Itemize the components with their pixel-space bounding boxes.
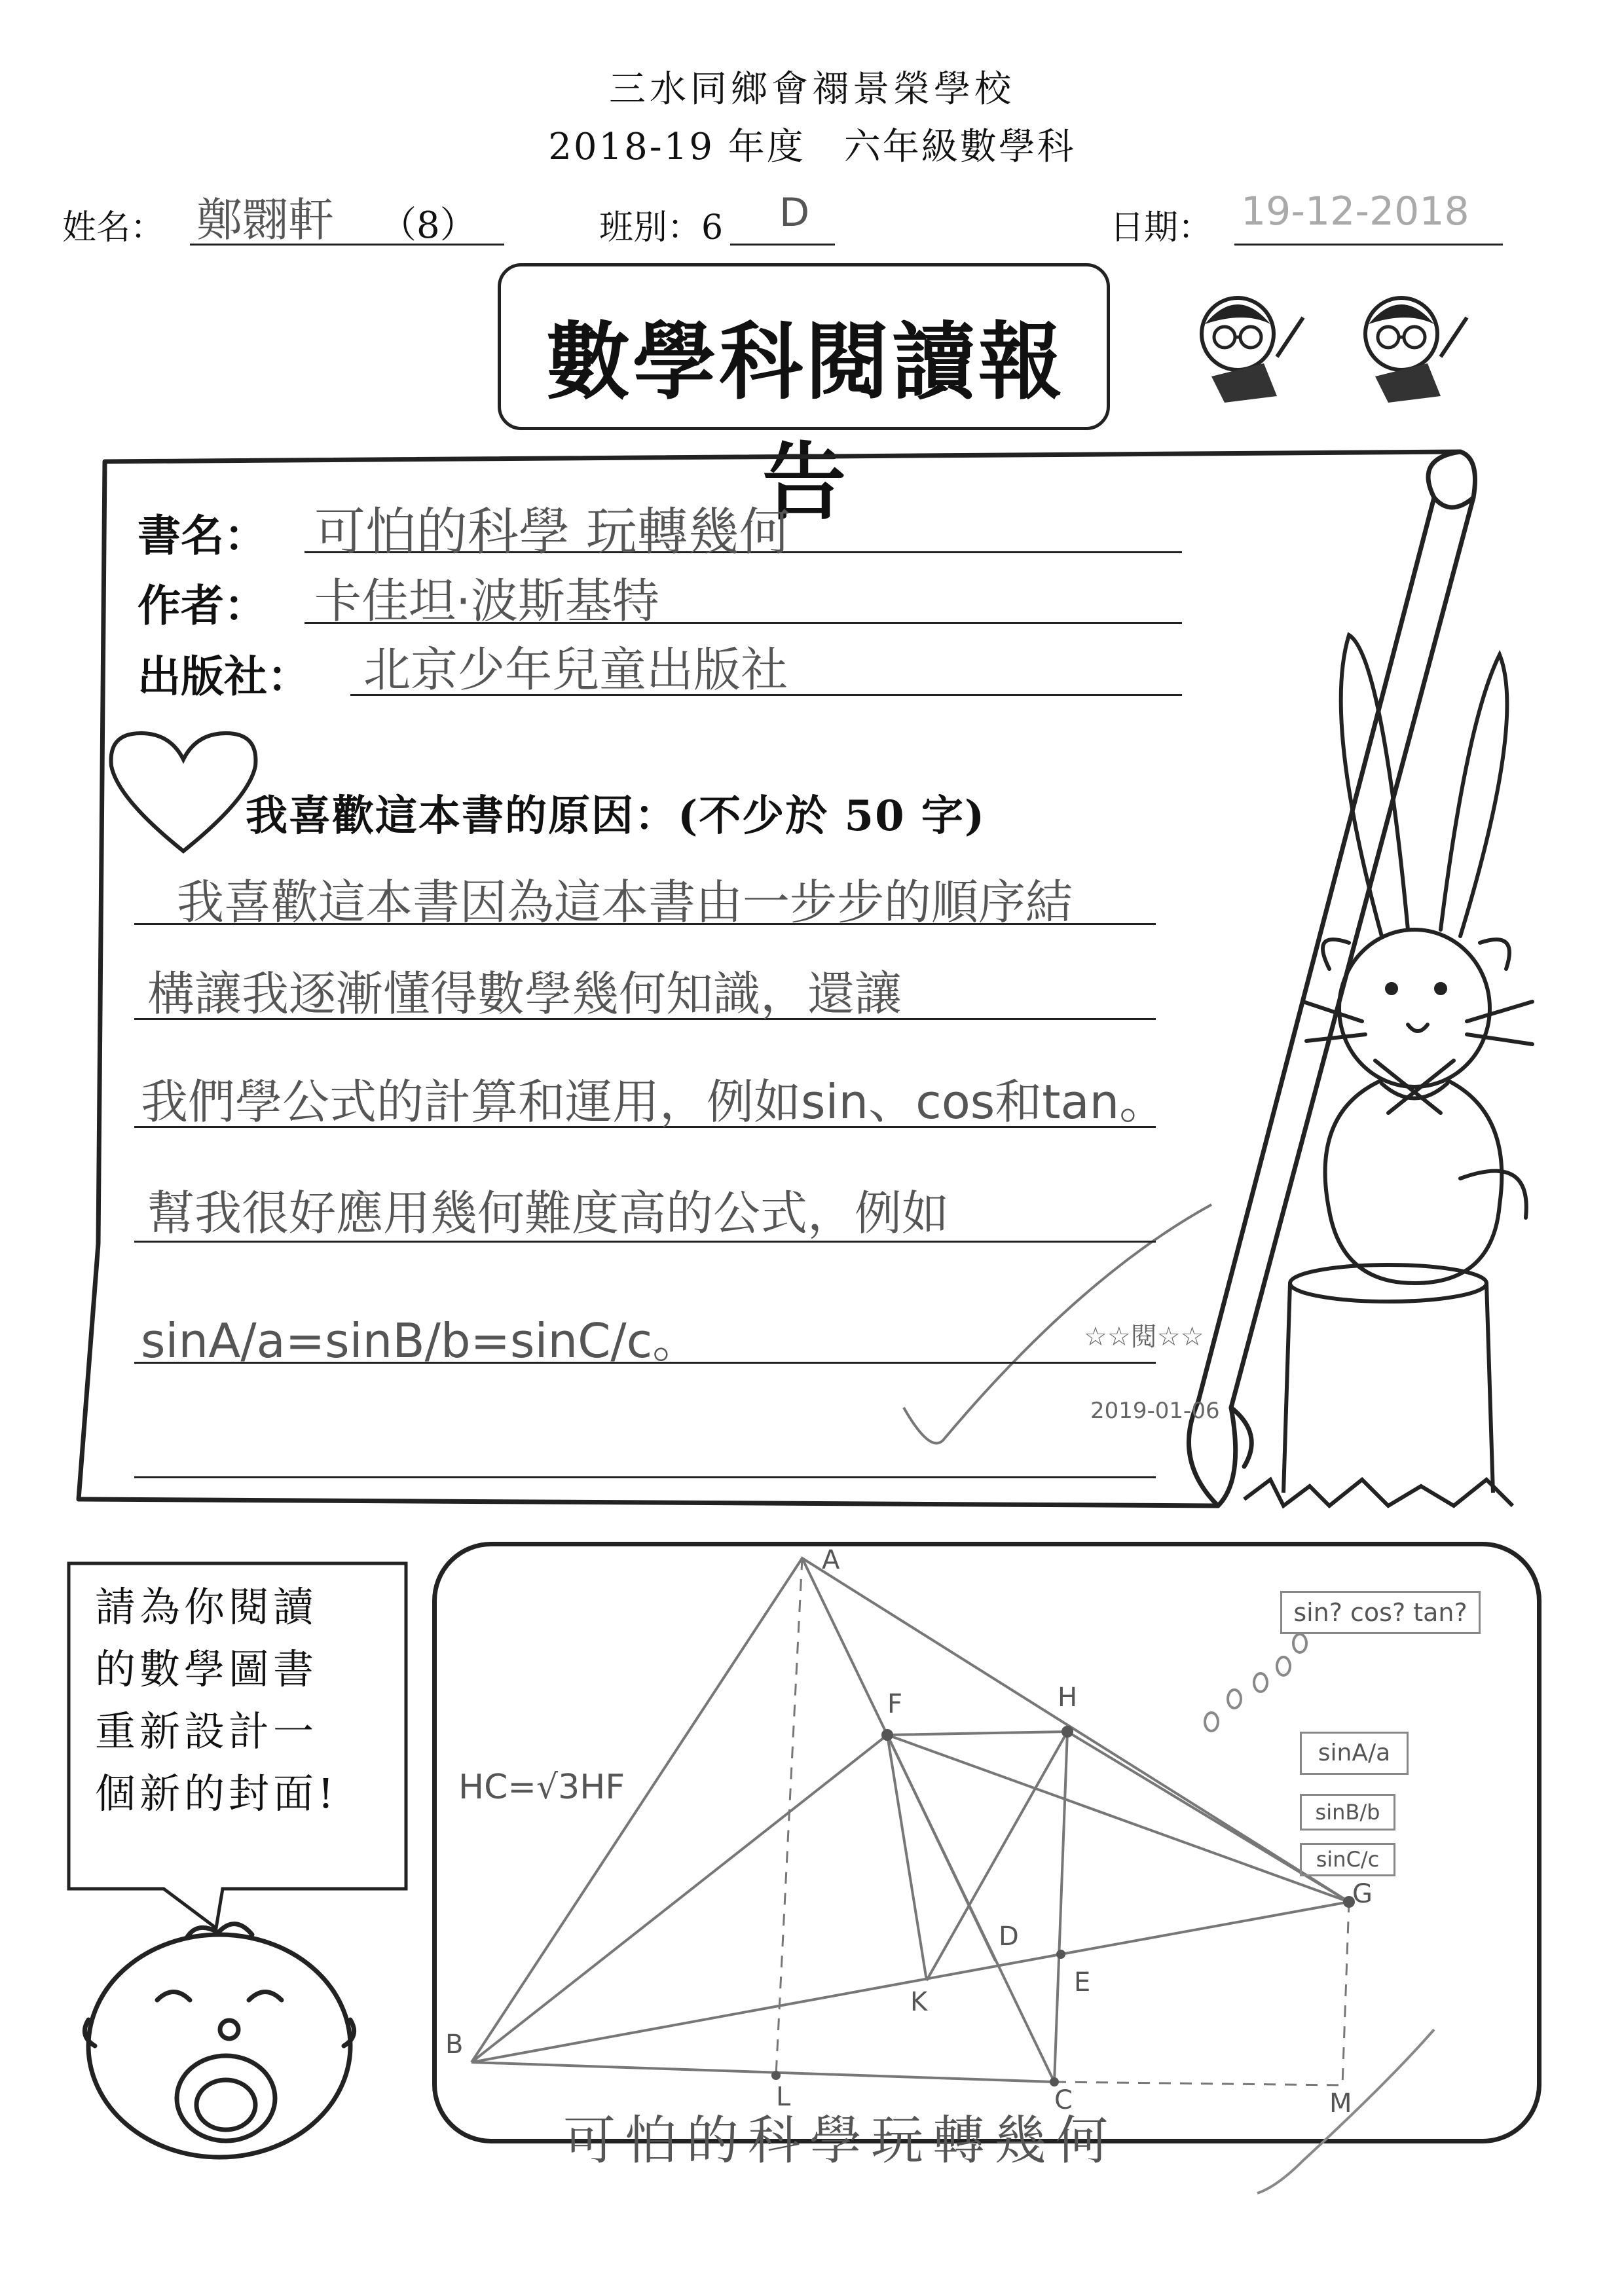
thought-box: sinA/a [1300, 1732, 1409, 1775]
point-label-a: A [822, 1545, 840, 1575]
bubble-line: 個新的封面! [95, 1770, 338, 1817]
reason-text-line[interactable]: 我們學公式的計算和運用，例如sin、cos和tan。 [141, 1074, 1167, 1129]
bubble-line: 的數學圖書 [95, 1645, 318, 1693]
school-name: 三水同鄉會禤景榮學校 [609, 68, 1015, 111]
book-title-field[interactable]: 可怕的科學 玩轉幾何 [314, 503, 790, 562]
point-label-m: M [1329, 2088, 1352, 2119]
author-label: 作者： [138, 580, 267, 631]
point-label-l: L [776, 2082, 791, 2112]
publisher-label: 出版社： [138, 651, 310, 702]
publisher-field[interactable]: 北京少年兒童出版社 [363, 642, 788, 697]
point-label-k: K [910, 1987, 928, 2017]
point-label-d: D [999, 1922, 1019, 1952]
reason-text-line[interactable]: 幫我很好應用幾何難度高的公式，例如 [147, 1186, 950, 1241]
thought-box: sinC/c [1300, 1843, 1395, 1876]
point-label-h: H [1058, 1683, 1078, 1713]
point-label-c: C [1054, 2085, 1073, 2115]
name-label: 姓名： [62, 208, 165, 247]
date-label: 日期： [1110, 208, 1213, 247]
cover-formula: HC=√3HF [458, 1768, 625, 1807]
reason-prompt: 我喜歡這本書的原因：(不少於 50 字) [246, 792, 986, 841]
thought-box: sinB/b [1300, 1794, 1395, 1831]
point-label-b: B [445, 2030, 464, 2060]
bubble-line: 請為你閱讀 [95, 1583, 318, 1631]
class-number: （8） [380, 204, 477, 247]
read-stamp-date: 2019-01-06 [1090, 1398, 1220, 1424]
cover-title: 可怕的科學玩轉幾何 [563, 2110, 1117, 2171]
banner-title: 數學科閱讀報告 [545, 314, 1065, 532]
report-subtitle: 2018-19 年度 六年級數學科 [548, 126, 1076, 168]
class-label: 班別：6 [599, 208, 724, 247]
class-field[interactable]: D [779, 190, 810, 236]
book-title-label: 書名： [138, 510, 267, 561]
point-label-g: G [1352, 1879, 1373, 1909]
thought-box: sin? cos? tan? [1280, 1591, 1481, 1634]
bubble-line: 重新設計一 [95, 1707, 318, 1755]
name-field[interactable]: 鄭翾軒 [196, 193, 334, 247]
read-stamp: ☆☆閱☆☆ [1084, 1322, 1204, 1352]
reason-text-line[interactable]: sinA/a=sinB/b=sinC/c。 [141, 1313, 700, 1368]
point-label-e: E [1074, 1967, 1091, 1997]
reason-text-line[interactable]: 我喜歡這本書因為這本書由一步步的順序結 [177, 875, 1073, 930]
author-field[interactable]: 卡佳坦·波斯基特 [314, 574, 659, 629]
date-field[interactable]: 19-12-2018 [1241, 189, 1469, 234]
reason-text-line[interactable]: 構讓我逐漸懂得數學幾何知識，還讓 [147, 966, 902, 1021]
point-label-f: F [887, 1689, 903, 1719]
